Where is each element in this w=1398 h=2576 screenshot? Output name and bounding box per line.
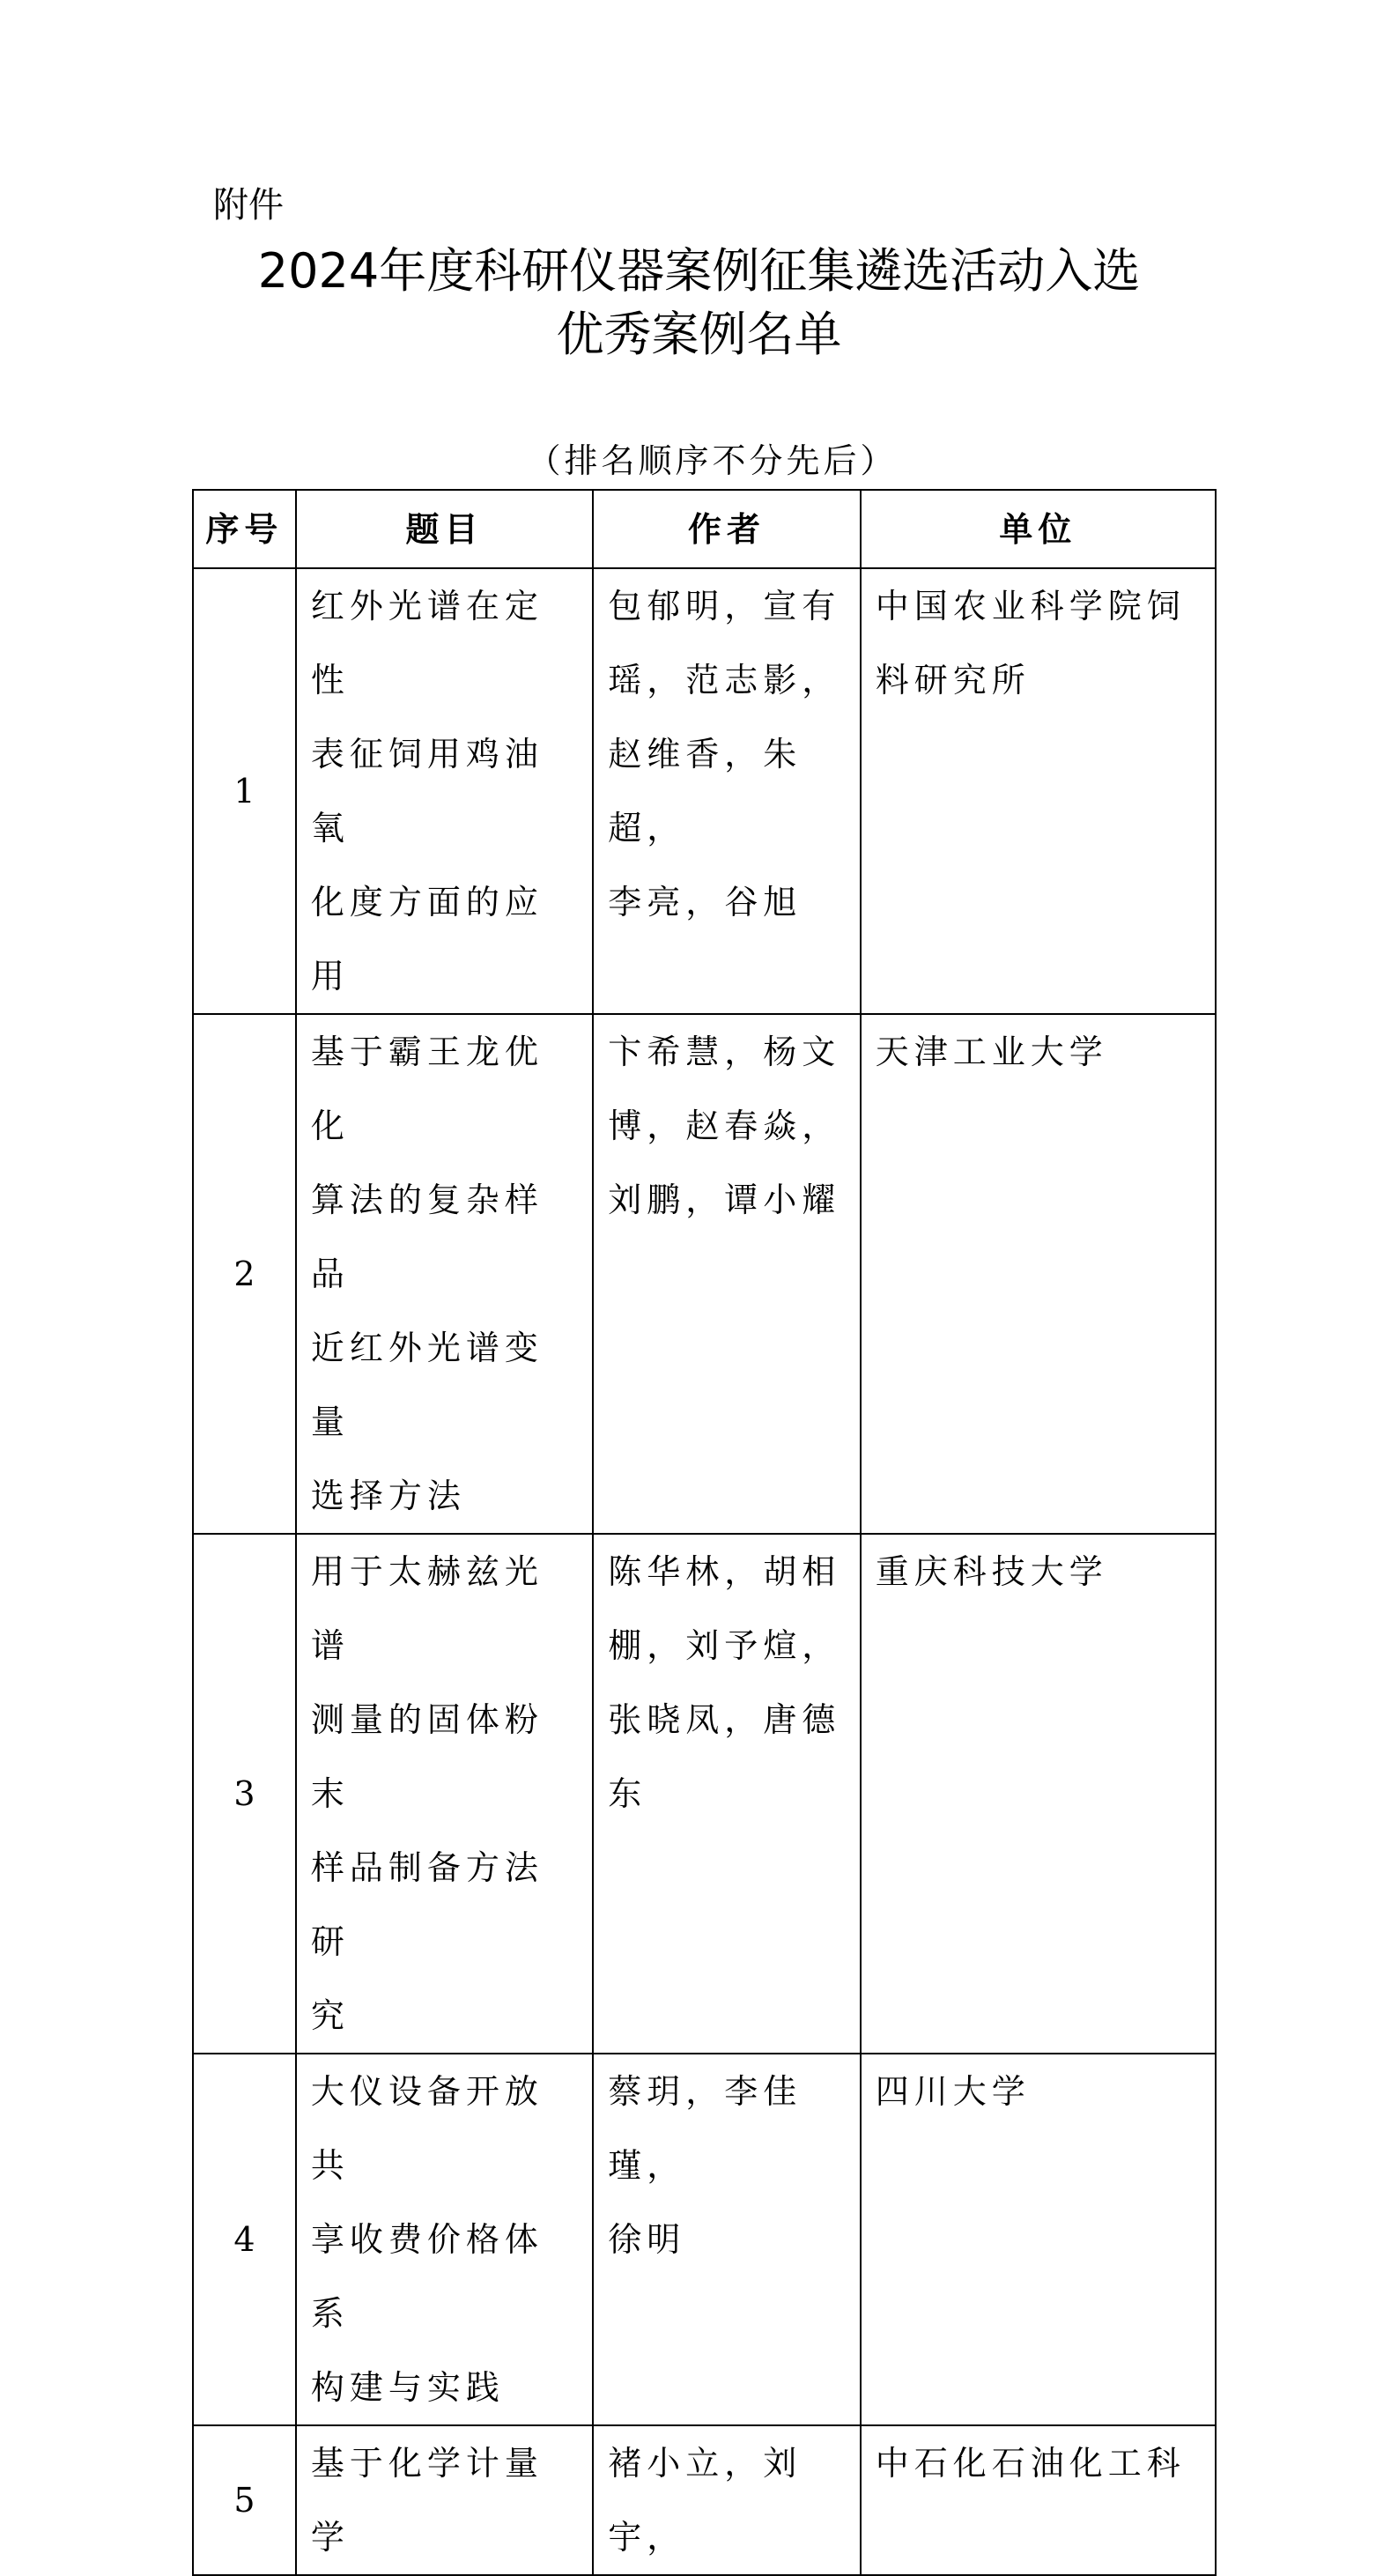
unit-line: 天津工业大学	[875, 1033, 1108, 1071]
topic-line: 大仪设备开放共	[310, 2072, 544, 2185]
row-number: 4	[193, 2054, 296, 2425]
header-unit: 单位	[861, 490, 1216, 568]
document-title-line-2: 优秀案例名单	[556, 307, 842, 362]
authors-line: 张晓凤，唐德	[608, 1700, 841, 1739]
row-number: 5	[193, 2425, 296, 2575]
row-authors	[593, 1014, 861, 1534]
topic-line: 用于太赫兹光谱	[310, 1552, 544, 1665]
table-row	[193, 1534, 1216, 2054]
row-authors	[593, 2054, 861, 2425]
authors-line: 蔡玥，李佳瑾，	[608, 2072, 803, 2185]
row-topic	[296, 2054, 593, 2425]
authors-line: 瑶，范志影，	[608, 661, 841, 700]
selected-cases-table	[192, 489, 1217, 2576]
topic-line: 构建与实践	[310, 2368, 505, 2407]
header-number: 序号	[193, 490, 296, 568]
table-row	[193, 2054, 1216, 2425]
unit-line: 四川大学	[875, 2072, 1031, 2111]
authors-line: 棚，刘予煊，	[608, 1626, 841, 1665]
topic-line: 享收费价格体系	[310, 2220, 544, 2333]
unit-line: 重庆科技大学	[875, 1552, 1108, 1591]
table-row	[193, 568, 1216, 1014]
row-topic	[296, 2425, 593, 2575]
authors-line: 褚小立，刘宇，	[608, 2444, 803, 2557]
unit-line: 中石化石油化工科	[875, 2444, 1186, 2483]
annex-label: 附件	[213, 185, 284, 226]
row-number: 3	[193, 1534, 296, 2054]
document-title-line-1: 2024年度科研仪器案例征集遴选活动入选	[257, 243, 1141, 299]
unit-line: 料研究所	[875, 661, 1031, 700]
authors-line: 刘鹏，谭小耀	[608, 1181, 841, 1219]
row-authors	[593, 568, 861, 1014]
row-topic	[296, 1014, 593, 1534]
table-row	[193, 1014, 1216, 1534]
authors-line: 包郁明，宣有	[608, 587, 841, 625]
row-number: 2	[193, 1014, 296, 1534]
header-topic: 题目	[296, 490, 593, 568]
authors-line: 赵维香，朱超，	[608, 735, 803, 848]
authors-line: 陈华林，胡相	[608, 1552, 841, 1591]
topic-line: 基于霸王龙优化	[310, 1033, 544, 1145]
authors-line: 李亮，谷旭	[608, 883, 803, 922]
topic-line: 选择方法	[310, 1477, 466, 1515]
row-unit	[861, 1534, 1216, 2054]
row-unit	[861, 1014, 1216, 1534]
table-row	[193, 2425, 1216, 2575]
header-authors: 作者	[593, 490, 861, 568]
topic-line: 测量的固体粉末	[310, 1700, 544, 1813]
authors-line: 博，赵春焱，	[608, 1107, 841, 1145]
row-authors	[593, 1534, 861, 2054]
topic-line: 红外光谱在定性	[310, 587, 544, 700]
ordering-note: （排名顺序不分先后）	[527, 441, 898, 480]
row-topic	[296, 1534, 593, 2054]
table-header-row	[193, 490, 1216, 568]
row-unit	[861, 2054, 1216, 2425]
topic-line: 样品制备方法研	[310, 1848, 544, 1961]
topic-line: 算法的复杂样品	[310, 1181, 544, 1293]
authors-line: 东	[608, 1774, 647, 1813]
topic-line: 基于化学计量学	[310, 2444, 544, 2557]
row-topic	[296, 568, 593, 1014]
authors-line: 徐明	[608, 2220, 686, 2259]
topic-line: 化度方面的应用	[310, 883, 544, 996]
row-number: 1	[193, 568, 296, 1014]
topic-line: 表征饲用鸡油氧	[310, 735, 544, 848]
unit-line: 中国农业科学院饲	[875, 587, 1186, 625]
topic-line: 究	[310, 1996, 350, 2035]
row-unit	[861, 568, 1216, 1014]
authors-line: 卞希慧，杨文	[608, 1033, 841, 1071]
row-authors	[593, 2425, 861, 2575]
topic-line: 近红外光谱变量	[310, 1329, 544, 1441]
row-unit	[861, 2425, 1216, 2575]
